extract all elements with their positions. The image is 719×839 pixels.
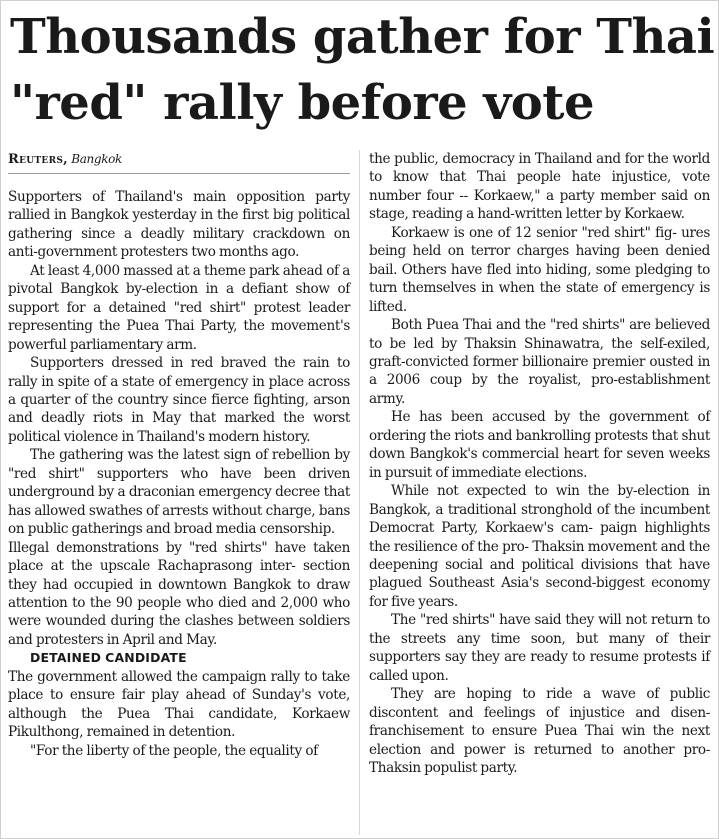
- paragraph: At least 4,000 massed at a theme park ahead of a pivotal Bangkok by-election in a defiant show of support for a detained "red shirt" protest leader representing the Puea Thai Party, the movement's powerful parliamentary arm.: [8, 262, 350, 353]
- paragraph: Supporters of Thailand's main opposition party rallied in Bangkok yesterday in the first big political gathering since a deadly military crackdown on anti-government protesters two months ago.: [8, 189, 350, 261]
- article-column-left: [8, 150, 350, 760]
- headline-line-2: "red" rally before vote: [10, 75, 594, 131]
- paragraph: Supporters dressed in red braved the rain to rally in spite of a state of emergency in place across a quarter of the country since fierce fighting, arson and deadly riots in May that marked the worst political violence in Thailand's modern history.: [8, 355, 350, 445]
- paragraph: the public, democracy in Thailand and for the world to know that Thai people hate injustice, vote number four -- Korkaew," a party member said on stage, reading a hand-written letter by Korkaew.: [369, 151, 710, 223]
- paragraph: Illegal demonstrations by "red shirts" have taken place at the upscale Rachaprasong inter- section they had occupied in downtown Bangkok to draw attention to the 90 people who died and 2,000 who were wounded during the clashes between soldiers and protesters in April and May.: [8, 539, 350, 648]
- paragraph: Korkaew is one of 12 senior "red shirt" fig- ures being held on terror charges having been denied bail. Others have fled into hiding, some pledging to turn themselves in when the state of emergency is lifted.: [369, 224, 710, 315]
- byline: [8, 150, 350, 174]
- paragraph: "For the liberty of the people, the equality of: [30, 742, 318, 759]
- section-subhead: DETAINED CANDIDATE: [30, 650, 187, 666]
- paragraph: The gathering was the latest sign of rebellion by "red shirt" supporters who have been driven underground by a draconian emergency decree that has allowed swathes of arrests without charge, bans on public gatherings and broad media censorship.: [8, 447, 350, 538]
- paragraph: While not expected to win the by-election in Bangkok, a traditional stronghold of the incumbent Democrat Party, Korkaew's cam- paign highlights the resilience of the pro- Thaksin movement and the deepening social and political divisions that have plagued Southeast Asia's second-biggest economy for five years.: [369, 483, 710, 610]
- paragraph: The "red shirts" have said they will not return to the streets any time soon, but many of their supporters say they are ready to resume protests if called upon.: [369, 612, 710, 684]
- paragraph: The government allowed the campaign rally to take place to ensure fair play ahead of Sunday's vote, although the Puea Thai candidate, Korkaew Pikulthong, remained in detention.: [8, 668, 350, 741]
- paragraph: Both Puea Thai and the "red shirts" are believed to be led by Thaksin Shinawatra, the self-exiled, graft-convicted former billionaire premier ousted in a 2006 coup by the royalist, pro-establishment army.: [369, 317, 710, 407]
- article-column-right: [369, 150, 710, 777]
- byline-place: Bangkok: [71, 152, 122, 166]
- headline-line-1: Thousands gather for Thai: [10, 9, 715, 65]
- headline: [10, 4, 715, 136]
- column-divider: [359, 150, 360, 835]
- paragraph: He has been accused by the government of ordering the riots and bankrolling protests that shut down Bangkok's commercial heart for seven weeks in pursuit of immediate elections.: [369, 409, 710, 481]
- paragraph: They are hoping to ride a wave of public discontent and feelings of injustice and disen- franchisement to ensure Puea Thai win the next election and power is returned to another pro- Thaksin populist party.: [369, 686, 710, 776]
- byline-agency: Reuters,: [8, 152, 68, 167]
